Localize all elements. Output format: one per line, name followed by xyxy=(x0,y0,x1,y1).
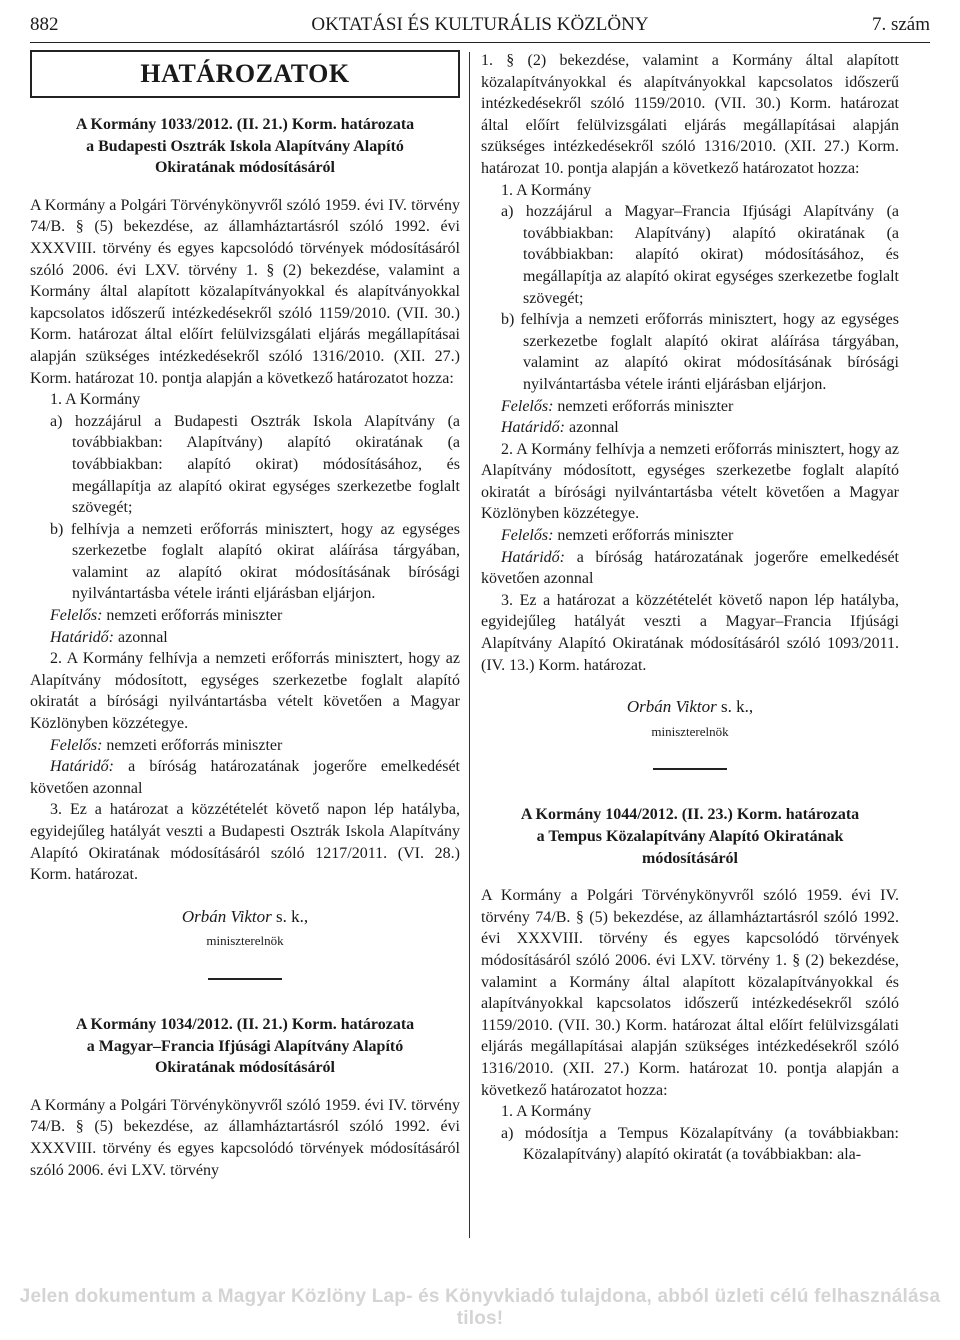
resolution-1-signature xyxy=(30,906,460,952)
resolution-1-title-line-3: Okiratának módosításáról xyxy=(154,159,335,177)
resolution-3-title-line-1: A Kormány 1044/2012. (II. 23.) Korm. határozata xyxy=(520,806,860,824)
resolution-1-deadline-2 xyxy=(30,756,460,799)
resolution-1-point-2: 2. A Kormány felhívja a nemzeti erőforrás minisztert, hogy az Alapítvány módosított, egységes szerkezetbe foglalt alapító okiratát a bírósági nyilvántartásba vételt követően a Magyar Közlönyben közzétegye. xyxy=(30,650,460,733)
deadline-value: azonnal xyxy=(118,628,168,646)
resolution-1-point-1a: a) hozzájárul a Budapesti Osztrák Iskola Alapítvány (a továbbiakban: Alapítvány) alapító okiratának (a továbbiakban: alapító okirat) módosításához, és megállapítja az alapító okirat egységes szerkezetbe foglalt szövegét; xyxy=(50,412,460,517)
resolution-2-responsible-2 xyxy=(481,525,899,547)
signatory-title: miniszterelnök xyxy=(206,933,284,949)
signatory-title: miniszterelnök xyxy=(651,723,729,739)
resolution-2-deadline-2 xyxy=(481,547,899,590)
deadline-label: Határidő: xyxy=(50,758,114,776)
deadline-label: Határidő: xyxy=(501,419,565,437)
resolution-1-deadline-1 xyxy=(30,627,460,649)
signatory-name: Orbán Viktor xyxy=(181,906,272,926)
resolution-2-title-line-2: a Magyar–Francia Ifjúsági Alapítvány Alapító xyxy=(86,1037,404,1055)
page-number: 882 xyxy=(30,14,59,35)
responsible-value: nemzeti erőforrás miniszter xyxy=(557,397,734,415)
responsible-value: nemzeti erőforrás miniszter xyxy=(557,527,734,545)
signatory xyxy=(627,697,753,716)
deadline-value: azonnal xyxy=(569,419,619,437)
resolution-1-responsible-2 xyxy=(30,735,460,757)
resolution-2-point-1: 1. A Kormány xyxy=(501,181,592,199)
resolution-2-title-line-3: Okiratának módosításáról xyxy=(154,1059,335,1077)
left-column xyxy=(30,50,460,1181)
resolution-3-point-1a: a) módosítja a Tempus Közalapítvány (a továbbiakban: Közalapítvány) alapító okiratát (a továbbiakban: ala- xyxy=(501,1124,899,1164)
deadline-label: Határidő: xyxy=(50,628,114,646)
resolution-2-intro-continued: 1. § (2) bekezdése, valamint a Kormány által alapított közalapítványokkal és alapítványokkal kapcsolatos időszerű intézkedésekről szóló 1159/2010. (VII. 30.) Korm. határozat által előírt felülvizsgálati eljárás megállapításai alapján szükséges intézkedésekről szóló 1316/2010. (XII. 27.) Korm. határozat 10. pontja alapján a következő határozatot hozza: xyxy=(481,52,899,177)
responsible-label: Felelős: xyxy=(501,397,554,415)
resolution-2-point-3: 3. Ez a határozat a közzétételét követő napon lép hatályba, egyidejűleg hatályát veszti a Magyar–Francia Ifjúsági Alapítvány Alapító Okiratának módosításáról szóló 1093/2011. (IV. 13.) Korm. határozat. xyxy=(481,591,899,674)
column-divider xyxy=(469,52,470,1238)
resolution-3-title-line-2: a Tempus Közalapítvány Alapító Okiratának xyxy=(536,828,844,845)
deadline-label: Határidő: xyxy=(501,548,565,566)
responsible-label: Felelős: xyxy=(50,736,103,754)
signatory-suffix: s. k., xyxy=(721,697,754,717)
resolution-3-point-1: 1. A Kormány xyxy=(501,1103,592,1121)
resolution-2-intro-start: A Kormány a Polgári Törvénykönyvről szóló 1959. évi IV. törvény 74/B. § (5) bekezdése, az államháztartásról szóló 1992. évi XXXVIII. törvény és egyes kapcsolódó törvények módosításáról szóló 2006. évi LXV. törvény xyxy=(30,1096,460,1179)
deadline-value: a bíróság határozatának jogerőre emelkedését követően azonnal xyxy=(481,548,899,588)
resolution-3-title xyxy=(481,804,899,869)
resolution-2-point-2: 2. A Kormány felhívja a nemzeti erőforrás minisztert, hogy az Alapítvány módosított, egységes szerkezetbe foglalt alapító okiratát a bírósági nyilvántartásba vételt követően a Magyar Közlönyben közzétegye. xyxy=(481,440,899,523)
resolution-1-point-1b: b) felhívja a nemzeti erőforrás minisztert, hogy az egységes szerkezetbe foglalt alapító okirat aláírása tárgyában, valamint az alapító okirat módosításának bírósági nyilvántartásba vétele iránti eljárásban eljárjon. xyxy=(50,520,460,603)
responsible-value: nemzeti erőforrás miniszter xyxy=(106,607,283,625)
responsible-label: Felelős: xyxy=(501,527,554,545)
resolution-2-deadline-1 xyxy=(481,417,899,439)
responsible-value: nemzeti erőforrás miniszter xyxy=(106,736,283,754)
section-title-box xyxy=(30,50,460,98)
right-column xyxy=(481,50,899,1166)
signatory xyxy=(182,907,308,926)
separator-rule xyxy=(653,768,727,770)
deadline-value: a bíróság határozatának jogerőre emelkedését követően azonnal xyxy=(30,758,461,797)
resolution-3-intro: A Kormány a Polgári Törvénykönyvről szóló 1959. évi IV. törvény 74/B. § (5) bekezdése, az államháztartásról szóló 1992. évi XXXVIII. törvény és egyes kapcsolódó törvények módosításáról szóló 2006. évi LXV. törvény 1. § (2) bekezdése, valamint a Kormány által alapított közalapítványokkal és alapítványokkal kapcsolatos időszerű intézkedésekről szóló 1159/2010. (VII. 30.) Korm. határozat által előírt felülvizsgálati eljárás megállapításai alapján szükséges intézkedésekről szóló 1316/2010. (XII. 27.) Korm. határozat 10. pontja alapján a következő határozatot hozza: xyxy=(481,887,899,1099)
signatory-name: Orbán Viktor xyxy=(626,697,717,717)
resolution-1-point-3: 3. Ez a határozat a közzétételét követő napon lép hatályba, egyidejűleg hatályát veszti a Budapesti Osztrák Iskola Alapítvány Alapító Okiratának módosításáról szóló 1217/2011. (VI. 28.) Korm. határozat. xyxy=(30,801,460,884)
resolution-3-title-line-3: módosításáról xyxy=(642,849,738,867)
resolution-1-point-1: 1. A Kormány xyxy=(50,391,141,409)
journal-title: OKTATÁSI ÉS KULTURÁLIS KÖZLÖNY xyxy=(311,14,649,35)
resolution-2-point-1b: b) felhívja a nemzeti erőforrás minisztert, hogy az egységes szerkezetbe foglalt alapító okirat aláírása tárgyában, valamint az alapító okirat módosításának bírósági nyilvántartásba vétele iránti eljárásban eljárjon. xyxy=(501,311,899,393)
resolution-2-title xyxy=(30,1014,460,1079)
resolution-2-title-line-1: A Kormány 1034/2012. (II. 21.) Korm. határozata xyxy=(75,1015,415,1033)
resolution-1-title xyxy=(30,114,460,179)
responsible-label: Felelős: xyxy=(50,607,103,625)
separator-rule xyxy=(208,978,282,980)
resolution-2-point-1a: a) hozzájárul a Magyar–Francia Ifjúsági Alapítvány (a továbbiakban: Alapítvány) alapító okiratának (a továbbiakban: alapító okirat) módosításához, és megállapítja az alapító okirat egységes szerkezetbe foglalt szövegét; xyxy=(501,203,899,307)
signatory-suffix: s. k., xyxy=(276,906,309,926)
page-header xyxy=(30,14,930,43)
copyright-watermark: Jelen dokumentum a Magyar Közlöny Lap- és Könyvkiadó tulajdona, abból üzleti célú felhasználása tilos! xyxy=(19,1286,941,1329)
resolution-1-responsible-1 xyxy=(30,605,460,627)
resolution-2-responsible-1 xyxy=(481,396,899,418)
resolution-1-title-line-2: a Budapesti Osztrák Iskola Alapítvány Alapító xyxy=(86,137,404,155)
resolution-1-intro: A Kormány a Polgári Törvénykönyvről szóló 1959. évi IV. törvény 74/B. § (5) bekezdése, az államháztartásról szóló 1992. évi XXXVIII. törvény és egyes kapcsolódó törvények módosításáról szóló 2006. évi LXV. törvény 1. § (2) bekezdése, valamint a Kormány által alapított közalapítványokkal és alapítványokkal kapcsolatos időszerű intézkedésekről szóló 1159/2010. (VII. 30.) Korm. határozat által előírt felülvizsgálati eljárás megállapításai alapján szükséges intézkedésekről szóló 1316/2010. (XII. 27.) Korm. határozat 10. pontja alapján a következő határozatot hozza: xyxy=(30,196,460,387)
issue-number: 7. szám xyxy=(871,14,930,35)
resolution-1-title-line-1: A Kormány 1033/2012. (II. 21.) Korm. határozata xyxy=(75,116,415,133)
section-title: HATÁROZATOK xyxy=(140,59,350,89)
resolution-2-signature xyxy=(481,696,899,742)
